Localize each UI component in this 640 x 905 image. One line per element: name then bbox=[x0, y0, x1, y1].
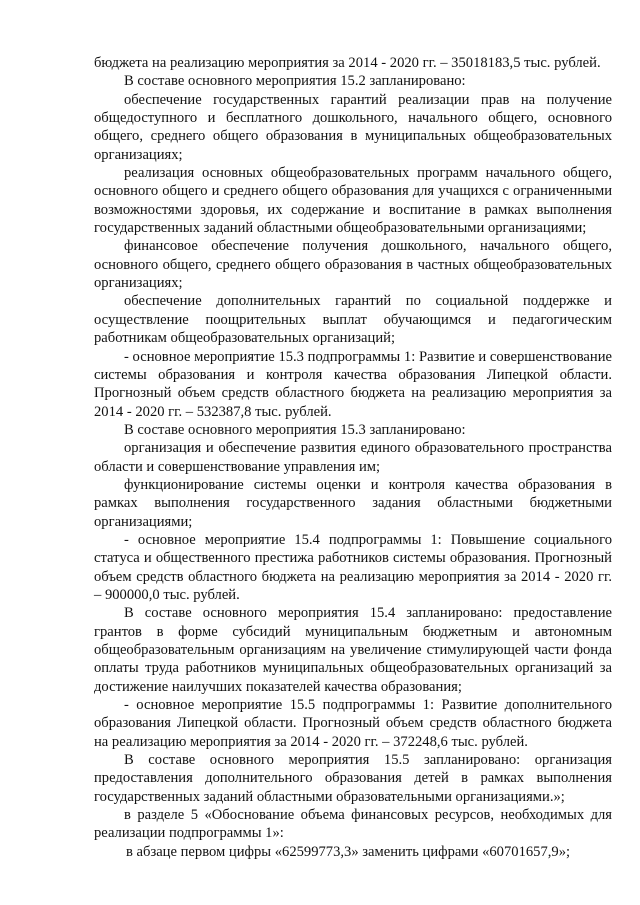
paragraph-15-2-item-4: обеспечение дополнительных гарантий по социальной поддержке и осуществление поощрительных выплат обучающимся и педагогическим работникам общеобразовательных организаций; bbox=[94, 293, 612, 347]
document-body bbox=[94, 54, 612, 861]
paragraph-15-2-item-3: финансовое обеспечение получения дошкольного, начального общего, основного общего, среднего общего образования в частных общеобразовательных организациях; bbox=[94, 238, 612, 292]
paragraph-first-paragraph-change: в абзаце первом цифры «62599773,3» заменить цифрами «60701657,9»; bbox=[126, 843, 571, 860]
paragraph-15-2-heading: В составе основного мероприятия 15.2 запланировано: bbox=[124, 73, 466, 90]
paragraph-15-5-planned: В составе основного мероприятия 15.5 запланировано: организация предоставления дополнительного образования детей в рамках выполнения государственных заданий областными образовательными организациями.»; bbox=[94, 752, 612, 805]
paragraph-section-5: в разделе 5 «Обоснование объема финансовых ресурсов, необходимых для реализации подпрограммы 1»: bbox=[94, 807, 612, 842]
paragraph-measure-15-3: - основное мероприятие 15.3 подпрограммы 1: Развитие и совершенствование системы образования и контроля качества образования Липецкой области. Прогнозный объем средств областного бюджета на реализацию мероприятия за 2014 - 2020 гг. – 532387,8 тыс. рублей. bbox=[94, 348, 612, 420]
paragraph-15-3-item-2: функционирование системы оценки и контроля качества образования в рамках выполнения государственного задания областными бюджетными организациями; bbox=[94, 476, 612, 530]
paragraph-15-4-planned: В составе основного мероприятия 15.4 запланировано: предоставление грантов в форме субсидий муниципальным бюджетным и автономным общеобразовательным организациям на увеличение стимулирующей части фонда оплаты труда работников муниципальных общеобразовательных организаций за достижение наилучших показателей качества образования; bbox=[94, 605, 612, 695]
paragraph-15-2-item-2: реализация основных общеобразовательных программ начального общего, основного общего и среднего общего образования для учащихся с ограниченными возможностями здоровья, их содержание и воспитание в рамках выполнения государственных заданий областными общеобразовательными организациями; bbox=[94, 165, 612, 237]
paragraph-measure-15-5: - основное мероприятие 15.5 подпрограммы 1: Развитие дополнительного образования Липецкой области. Прогнозный объем средств областного бюджета на реализацию мероприятия за 2014 - 2020 гг. – 372248,6 тыс. рублей. bbox=[94, 697, 612, 750]
paragraph-measure-15-4: - основное мероприятие 15.4 подпрограммы 1: Повышение социального статуса и общественного престижа работников системы образования. Прогнозный объем средств областного бюджета на реализацию мероприятия за 2014 - 2020 гг. – 900000,0 тыс. рублей. bbox=[94, 531, 612, 603]
paragraph-15-3-heading: В составе основного мероприятия 15.3 запланировано: bbox=[124, 421, 466, 438]
paragraph-15-3-item-1: организация и обеспечение развития единого образовательного пространства области и совершенствование управления им; bbox=[94, 440, 612, 475]
paragraph-budget-continuation: бюджета на реализацию мероприятия за 2014 - 2020 гг. – 35018183,5 тыс. рублей. bbox=[94, 55, 601, 71]
paragraph-15-2-item-1: обеспечение государственных гарантий реализации прав на получение общедоступного и бесплатного дошкольного, начального общего, основного общего, среднего общего образования в муниципальных общеобразовательных организациях; bbox=[94, 91, 612, 163]
